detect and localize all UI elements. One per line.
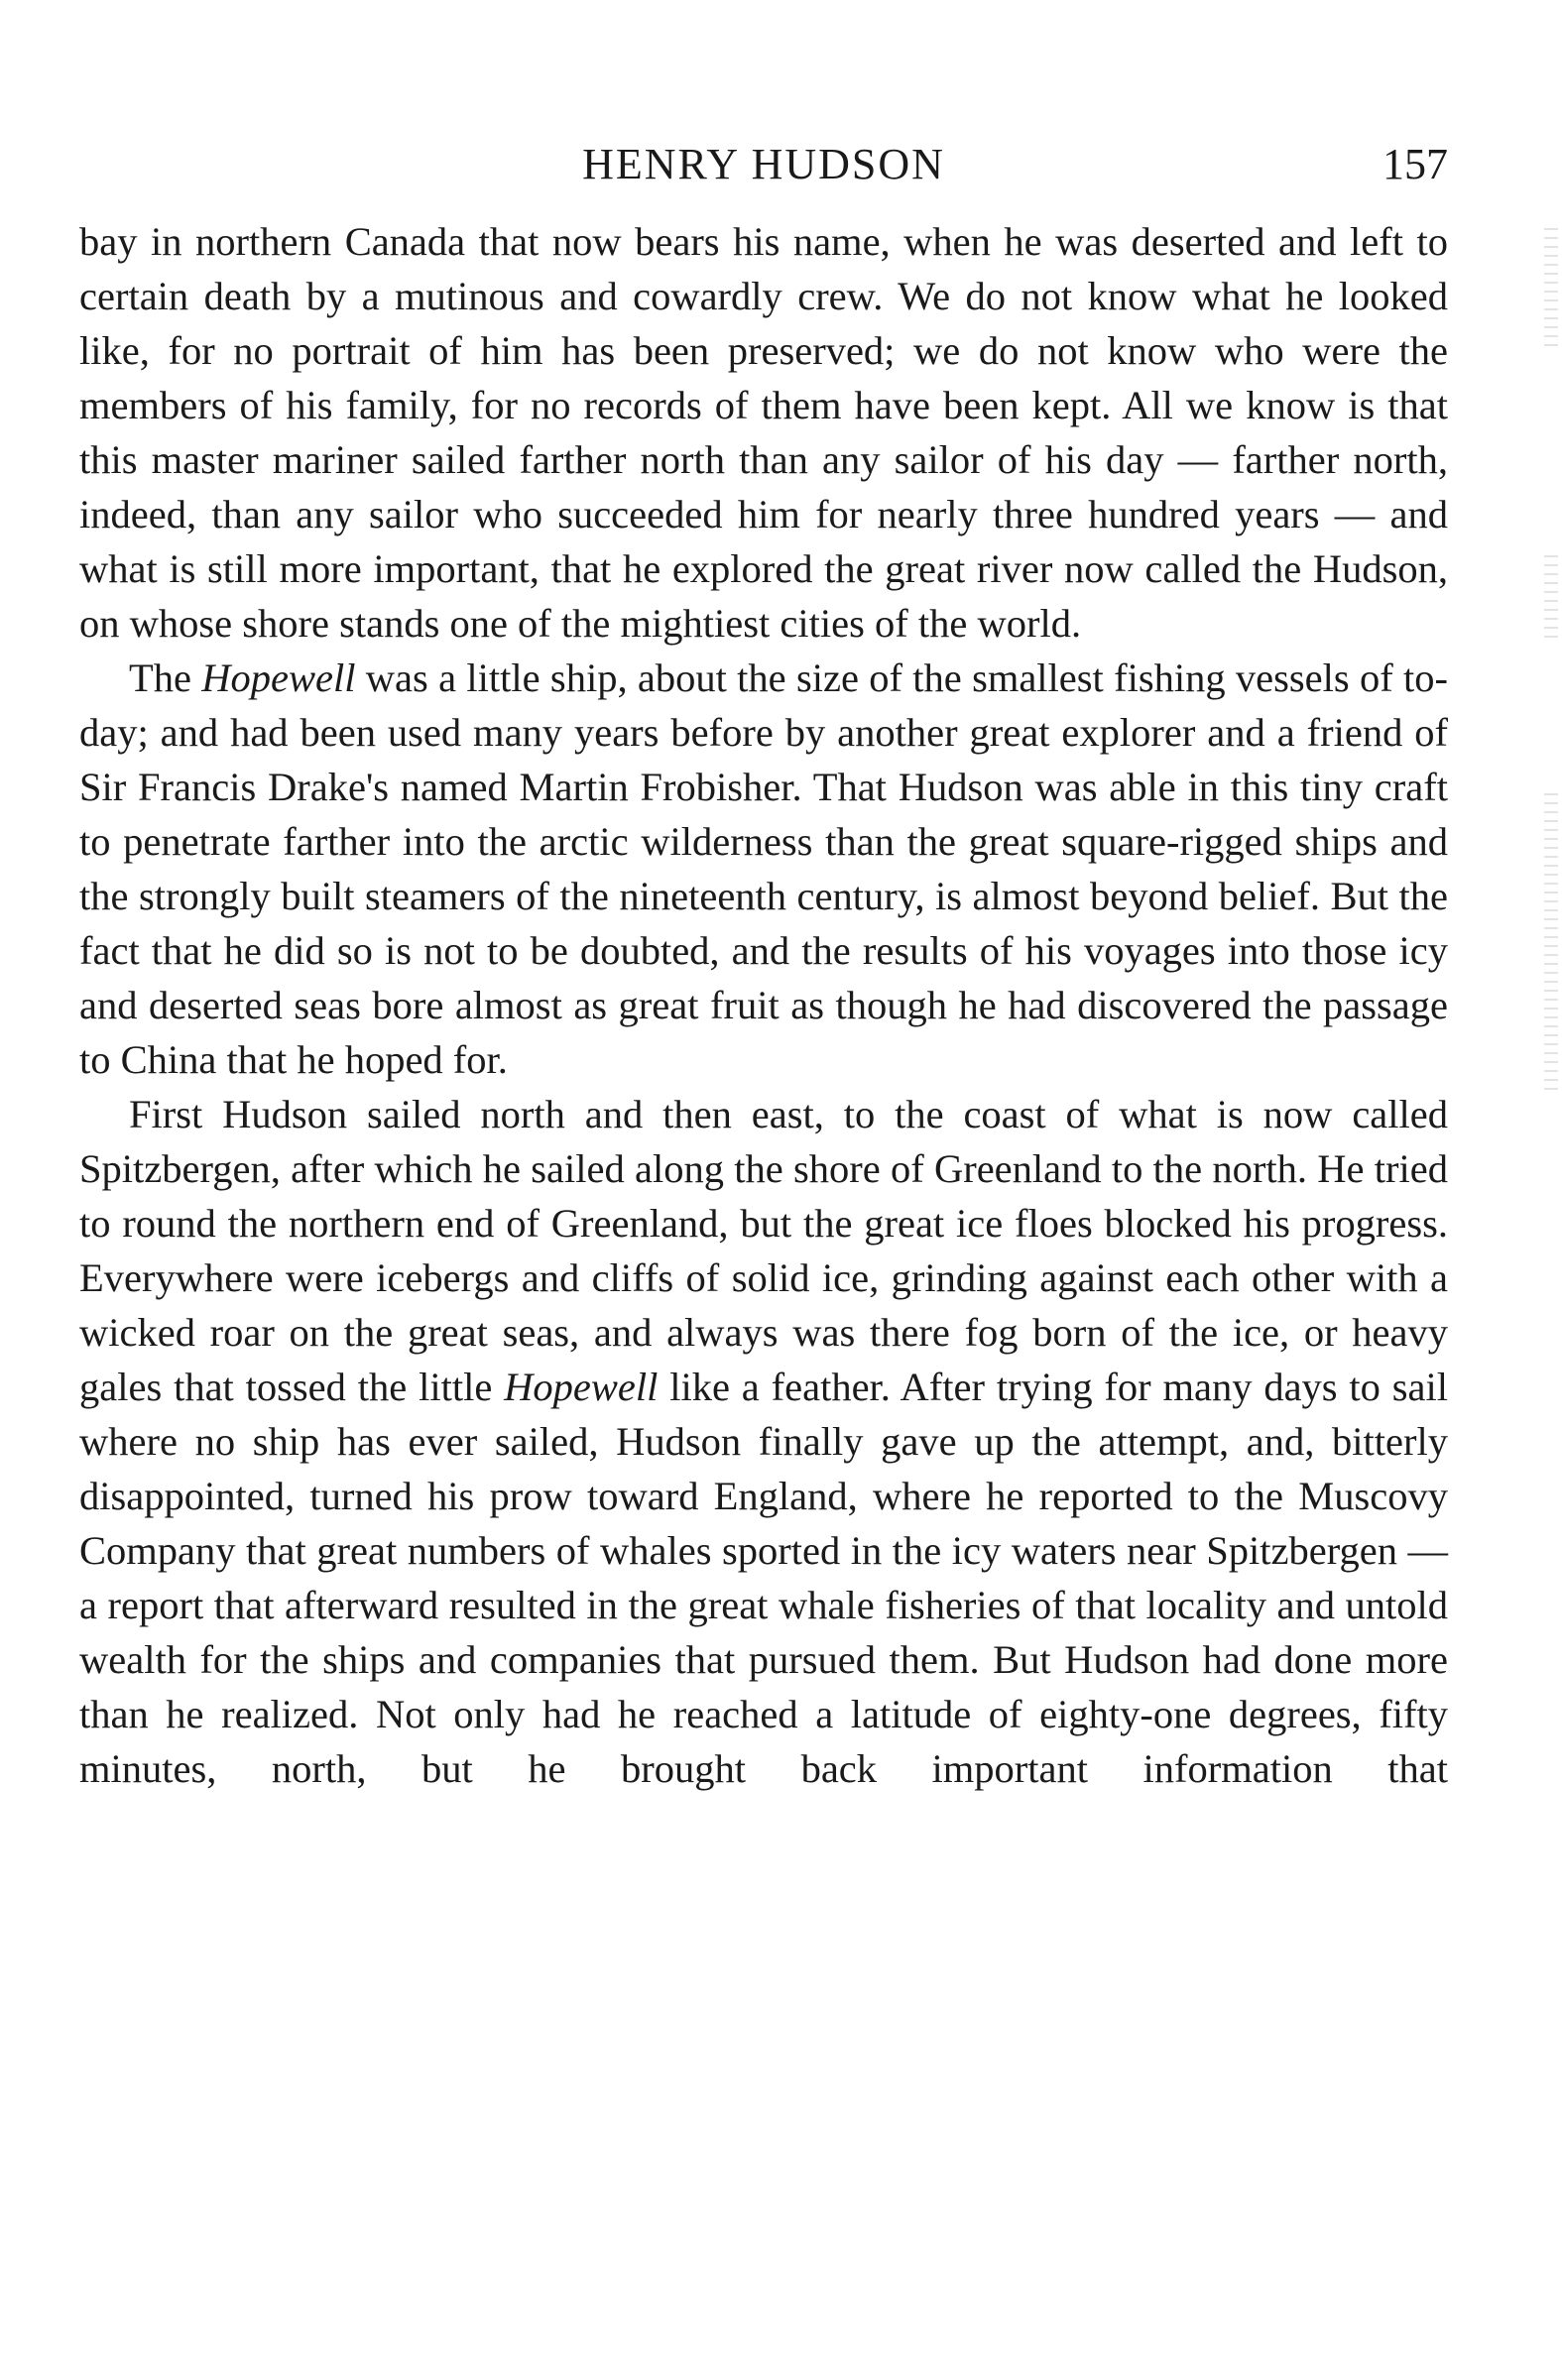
- paragraph-text: First Hudson sailed north and then east, to the coast of what is now called Spitzbergen, after which he sailed along the shore of Greenland to the north. He tried to round the northern end of Greenland, but the great ice floes blocked his progress. Everywhere were icebergs and cliffs of solid ice, grinding against each other with a wicked roar on the great seas, and always was there fog born of the ice, or heavy gales that tossed the little: [79, 1092, 1448, 1409]
- margin-bleed-through: [1544, 793, 1558, 1091]
- margin-bleed-through: [1544, 555, 1558, 645]
- page-number: 157: [1382, 140, 1448, 188]
- body-text: [79, 214, 1448, 1796]
- margin-bleed-through: [1544, 228, 1558, 347]
- ship-name: Hopewell: [504, 1365, 659, 1409]
- ship-name: Hopewell: [201, 655, 356, 700]
- paragraph-text: was a little ship, about the size of the smallest fishing vessels of to-day; and had been used many years before by another great explorer and a friend of Sir Francis Drake's named Martin Frobisher. That Hudson was able in this tiny craft to penetrate farther into the arctic wilderness than the great square-rigged ships and the strongly built steamers of the nineteenth century, is almost beyond belief. But the fact that he did so is not to be doubted, and the results of his voyages into those icy and deserted seas bore almost as great fruit as though he had discovered the passage to China that he hoped for.: [79, 655, 1448, 1082]
- paragraph-3: [79, 1087, 1448, 1796]
- running-head: [79, 135, 1448, 194]
- paragraph-2: [79, 651, 1448, 1087]
- paragraph-text: The: [129, 655, 202, 700]
- running-title: HENRY HUDSON: [582, 140, 945, 188]
- paragraph-text: like a feather. After trying for many days to sail where no ship has ever sailed, Hudson finally gave up the attempt, and, bitterly disappointed, turned his prow toward England, where he reported to the Muscovy Company that great numbers of whales sported in the icy waters near Spitzbergen — a report that afterward resulted in the great whale fisheries of that locality and untold wealth for the ships and companies that pursued them. But Hudson had done more than he realized. Not only had he reached a latitude of eighty-one degrees, fifty minutes, north, but he brought back important information that: [79, 1365, 1448, 1791]
- paragraph-text: bay in northern Canada that now bears his name, when he was deserted and left to certain death by a mutinous and cowardly crew. We do not know what he looked like, for no portrait of him has been preserved; we do not know who were the members of his family, for no records of them have been kept. All we know is that this master mariner sailed farther north than any sailor of his day — farther north, indeed, than any sailor who succeeded him for nearly three hundred years — and what is still more important, that he explored the great river now called the Hudson, on whose shore stands one of the mightiest cities of the world.: [79, 219, 1448, 646]
- paragraph-1: [79, 214, 1448, 651]
